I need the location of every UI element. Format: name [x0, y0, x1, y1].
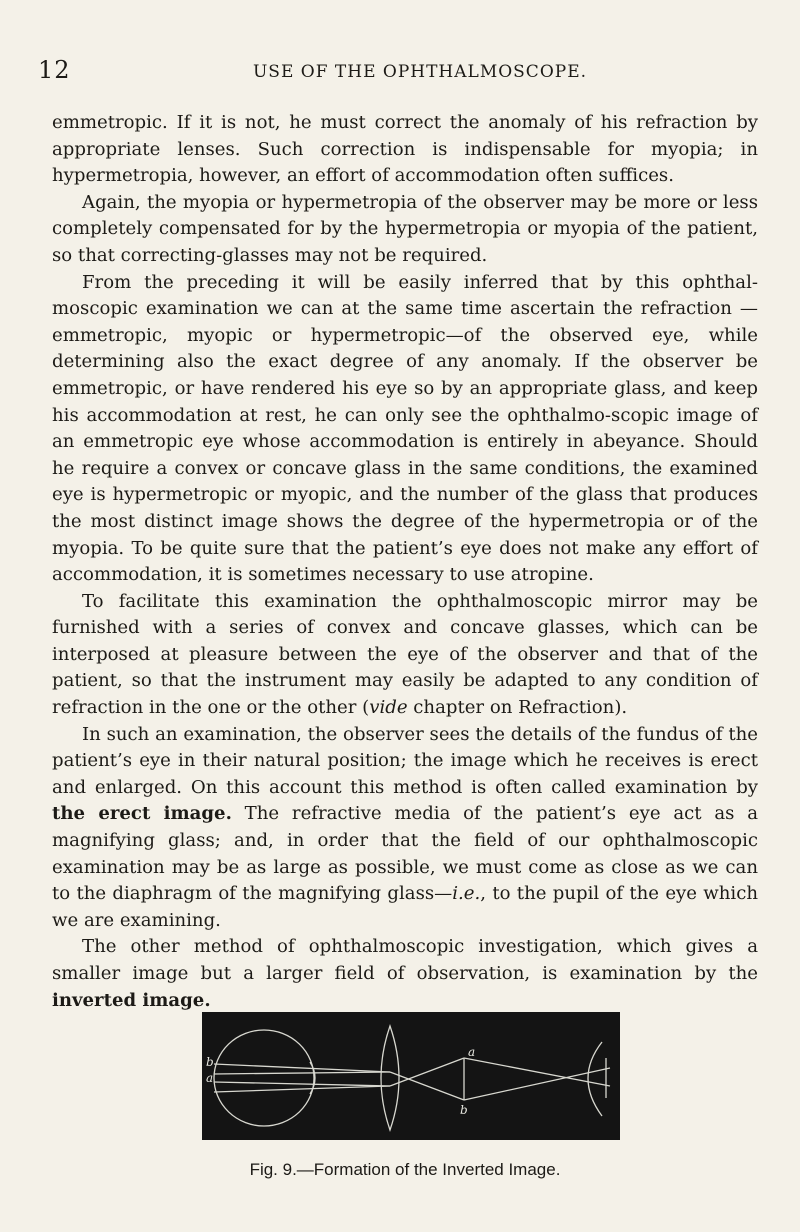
paragraph — [52, 110, 758, 190]
text-run: Again, the myopia or hypermetropia of the observer may be more or less completely compensated for by the hypermetropia or myopia of the patient, so that correcting-glasses may not be required. — [52, 191, 758, 266]
figure-caption: Fig. 9.—Formation of the Inverted Image. — [249, 1160, 561, 1179]
figure-inverted-image — [202, 1012, 620, 1140]
text-run: To facilitate this examination the ophthalmoscopic mirror may be furnished with a series of convex and concave glasses, which can be interposed at pleasure between the eye of the observer and that of the patient, so that the instrument may easily be adapted to any condition of refraction in the one or the other ( — [52, 590, 758, 719]
text-run: i.e. — [452, 883, 481, 905]
text-run: emmetropic. If it is not, he must correct the anomaly of his refraction by appropriate lenses. Such correction is indispensable for myopia; in hypermetropia, however, an effort of accommodation often suffices. — [52, 112, 758, 187]
running-head: USE OF THE OPHTHALMOSCOPE. — [252, 62, 588, 82]
text-run: , to the pupil of the eye which we are examining. — [52, 883, 759, 931]
label-b-mid: b — [460, 1103, 468, 1117]
paragraph — [52, 270, 758, 589]
label-a-mid: a — [468, 1045, 476, 1059]
label-b-left: b — [206, 1055, 214, 1069]
paragraph — [52, 589, 758, 722]
paragraph — [52, 190, 758, 270]
inverted-image-diagram — [202, 1012, 620, 1140]
body-text — [52, 110, 758, 1014]
text-run: The other method of ophthalmoscopic investigation, which gives a smaller image but a larger field of observation, is examination by the — [52, 936, 758, 984]
text-run: In such an examination, the observer sees the details of the fundus of the patient’s eye in their natural position; the image which he receives is erect and enlarged. On this account this method is often called examination by — [52, 723, 758, 798]
text-run: the erect image. — [52, 803, 232, 825]
paragraph — [52, 722, 758, 935]
page-number: 12 — [38, 56, 71, 84]
text-run: inverted image. — [52, 989, 211, 1011]
paragraph — [52, 934, 758, 1014]
text-run: From the preceding it will be easily inferred that by this ophthal-moscopic examination we can at the same time ascertain the refraction —emmetropic, myopic or hypermetropic—of the observed eye, while determining also the exact degree of any anomaly. If the observer be emmetropic, or have rendered his eye so by an appropriate glass, and keep his accommodation at rest, he can only see the ophthalmo-scopic image of an emmetropic eye whose accommodation is entirely in abeyance. Should he require a convex or concave glass in the same conditions, the examined eye is hypermetropic or myopic, and the number of the glass that produces the most distinct image shows the degree of the hypermetropia or of the myopia. To be quite sure that the patient’s eye does not make any effort of accommodation, it is sometimes necessary to use atropine. — [52, 271, 758, 586]
text-run: chapter on Refraction). — [407, 697, 628, 719]
label-a-left: a — [206, 1071, 214, 1085]
text-run: vide — [369, 697, 408, 719]
text-run: The refractive media of the patient’s eye act as a magnifying glass; and, in order that the field of our ophthalmoscopic examination may be as large as possible, we must come as close as we can to the diaphragm of the magnifying glass— — [52, 803, 758, 905]
